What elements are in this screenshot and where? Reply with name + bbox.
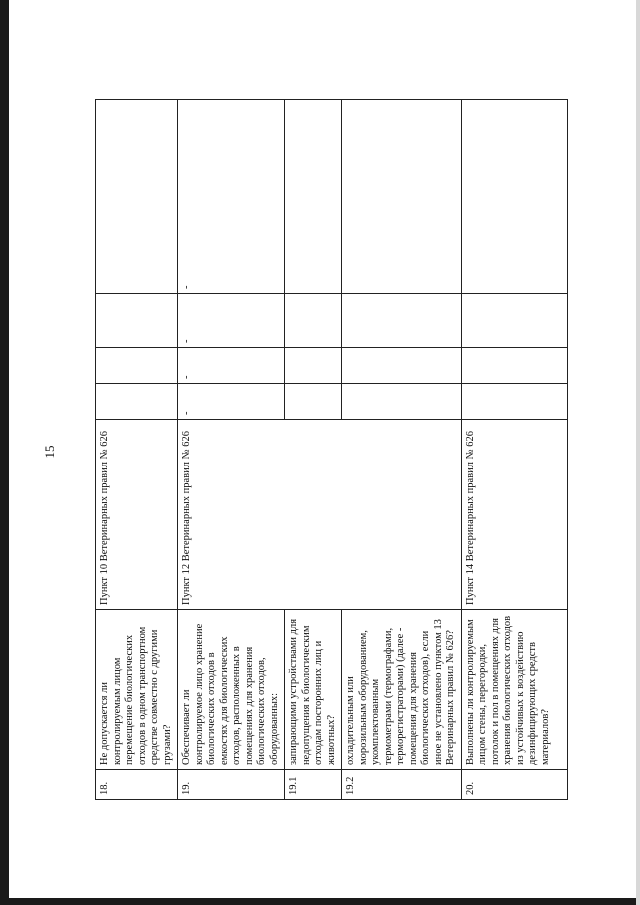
answer-no-cell bbox=[461, 348, 567, 384]
page-number: 15 bbox=[42, 445, 57, 459]
answer-yes-cell: - bbox=[178, 384, 285, 420]
checklist-table bbox=[95, 99, 568, 800]
note-cell bbox=[96, 100, 178, 294]
row-number: 18. bbox=[96, 770, 178, 800]
answer-na-cell: - bbox=[178, 294, 285, 348]
note-cell bbox=[285, 100, 342, 294]
row-number: 19.1 bbox=[285, 770, 342, 800]
scan-edge-left bbox=[0, 0, 9, 905]
question-cell: охладительным или морозильным оборудованием, укомплектованным термометрами (термографами, терморегистраторами) (далее - помещения для хранения биологических отходов), если иное не установлено пунктом 13 Ветеринарных правил № 626? bbox=[342, 610, 462, 770]
question-cell: Обеспечивает ли контролируемое лицо хранение биологических отходов в емкостях для биологических отходов, расположенных в помещениях для хранения биологических отходов, оборудованных: bbox=[178, 610, 285, 770]
answer-na-cell bbox=[285, 294, 342, 348]
row-number: 19.2 bbox=[342, 770, 462, 800]
answer-yes-cell bbox=[96, 384, 178, 420]
answer-yes-cell bbox=[342, 384, 462, 420]
question-cell: Не допускается ли контролируемым лицом перемещение биологических отходов в одном транспортном средстве совместно с другими грузами? bbox=[96, 610, 178, 770]
scan-edge-bottom bbox=[0, 898, 640, 905]
answer-yes-cell bbox=[285, 384, 342, 420]
answer-no-cell: - bbox=[178, 348, 285, 384]
answer-no-cell bbox=[285, 348, 342, 384]
question-cell: запирающими устройствами для недопущения к биологическим отходам посторонних лиц и животных? bbox=[285, 610, 342, 770]
table-row bbox=[461, 100, 567, 800]
note-cell: - bbox=[178, 100, 285, 294]
reference-cell: Пункт 12 Ветеринарных правил № 626 bbox=[178, 420, 462, 610]
scan-edge-right bbox=[636, 0, 640, 905]
note-cell bbox=[461, 100, 567, 294]
answer-na-cell bbox=[96, 294, 178, 348]
row-number: 20. bbox=[461, 770, 567, 800]
question-cell: Выполнены ли контролируемым лицом стены, перегородки, потолок и пол в помещениях для хранения биологических отходов из устойчивых к воздействию дезинфицирующих средств материалов? bbox=[461, 610, 567, 770]
reference-cell: Пункт 14 Ветеринарных правил № 626 bbox=[461, 420, 567, 610]
reference-cell: Пункт 10 Ветеринарных правил № 626 bbox=[96, 420, 178, 610]
table-row bbox=[96, 100, 178, 800]
answer-no-cell bbox=[96, 348, 178, 384]
table-row bbox=[178, 100, 285, 800]
row-number: 19. bbox=[178, 770, 285, 800]
answer-na-cell bbox=[342, 294, 462, 348]
rotated-checklist bbox=[95, 100, 585, 800]
answer-yes-cell bbox=[461, 384, 567, 420]
answer-na-cell bbox=[461, 294, 567, 348]
answer-no-cell bbox=[342, 348, 462, 384]
note-cell bbox=[342, 100, 462, 294]
